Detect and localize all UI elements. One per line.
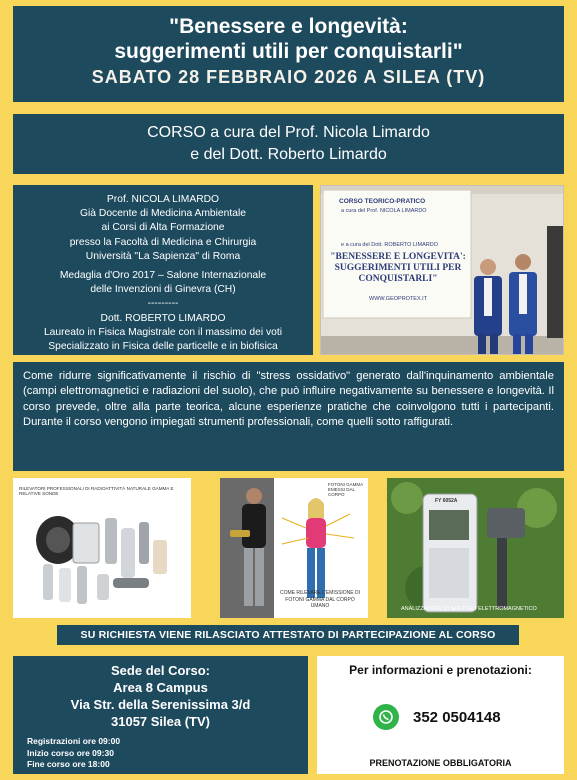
whatsapp-icon [373, 704, 399, 730]
booking-required: PRENOTAZIONE OBBLIGATORIA [369, 758, 512, 768]
course-banner [13, 114, 564, 174]
bio-line: Specializzato in Fisica delle particelle e in biofisica [48, 341, 278, 353]
schedule-end: Fine corso ore 18:00 [27, 759, 110, 769]
bio-line: presso la Facoltà di Medicina e Chirurgia [69, 236, 257, 248]
course-line1: CORSO a cura del Prof. Nicola Limardo [147, 124, 430, 141]
venue-label: Sede del Corso: [111, 663, 210, 678]
img2-caption-top: FOTONI GAMMA EMESSI DAL CORPO [328, 482, 363, 497]
schedule-start: Inizio corso ore 09:30 [27, 747, 114, 758]
schedule [27, 736, 120, 771]
venue-box [13, 656, 308, 774]
bio-line: Medaglia d'Oro 2017 – Salone Internazionale [59, 270, 267, 282]
venue-city: 31057 Silea (TV) [111, 714, 210, 729]
speakers-photo [320, 185, 564, 355]
img1-caption: RILEVATORI PROFESSIONALI DI RADIOATTIVITÀ NATURALE GAMMA E RELATIVE SONDE [19, 486, 174, 496]
event-title-line2: suggerimenti utili per conquistarli" [114, 40, 463, 63]
slide-subheading-2: e a cura del Dott. ROBERTO LIMARDO [341, 242, 438, 248]
device-label: FY 6052A [435, 498, 458, 504]
course-description: Come ridurre significativamente il rischio di "stress ossidativo" generato dall'inquinamento ambientale (campi elettromagnetici e radiazioni del suolo), che può influire negativamente su benessere e longevità. Il corso prevede, oltre alla parte teorica, alcune esperienze pratiche che coinvolgono tutti i partecipanti. Durante il corso vengono impiegati strumenti professionali, come quelli sotto raffigurati. [13, 362, 564, 471]
course-line2: e del Dott. Roberto Limardo [190, 146, 387, 163]
gamma-detectors-image [13, 478, 191, 618]
schedule-registration: Registrazioni ore 09:00 [27, 736, 121, 746]
event-date: SABATO 28 FEBBRAIO 2026 A SILEA (TV) [91, 67, 486, 87]
venue-street: Via Str. della Serenissima 3/d [70, 697, 251, 712]
speakers-bio [13, 185, 313, 355]
bio-separator: --------- [147, 298, 179, 310]
info-heading: Per informazioni e prenotazioni: [349, 663, 532, 677]
bio-line: Prof. NICOLA LIMARDO [106, 194, 220, 205]
venue-name: Area 8 Campus [113, 680, 208, 695]
info-box [317, 656, 564, 774]
bio-line: Laureato in Fisica Magistrale con il massimo dei voti [43, 326, 283, 338]
slide-heading: CORSO TEORICO-PRATICO [339, 198, 426, 205]
spectrum-analyzer-image [387, 478, 564, 618]
event-title-line1: "Benessere e longevità: [169, 15, 408, 38]
certificate-note: SU RICHIESTA VIENE RILASCIATO ATTESTATO DI PARTECIPAZIONE AL CORSO [57, 625, 519, 645]
img3-caption: ANALIZZATORE DI SPETTRO ELETTROMAGNETICO [401, 606, 537, 612]
phone-contact[interactable] [373, 704, 501, 730]
bio-line: Dott. ROBERTO LIMARDO [100, 312, 226, 324]
slide-subheading: a cura del Prof. NICOLA LIMARDO [341, 208, 427, 214]
slide-title: "BENESSERE E LONGEVITA': SUGGERIMENTI UTILI PER CONQUISTARLI" [330, 252, 466, 284]
phone-number[interactable]: 352 0504148 [413, 708, 501, 726]
bio-line: Già Docente di Medicina Ambientale [80, 208, 246, 220]
bio-line: delle Invenzioni di Ginevra (CH) [90, 284, 236, 296]
bio-line: ai Corsi di Alta Formazione [101, 222, 225, 234]
img2-caption-bottom: COME RILEVARE L'EMISSIONE DI FOTONI GAMMA DAL CORPO UMANO [279, 590, 361, 609]
title-banner [13, 6, 564, 102]
gamma-body-image [220, 478, 368, 618]
bio-line: Università "La Sapienza" di Roma [85, 250, 241, 262]
slide-url: WWW.GEOPROTEX.IT [369, 296, 428, 302]
